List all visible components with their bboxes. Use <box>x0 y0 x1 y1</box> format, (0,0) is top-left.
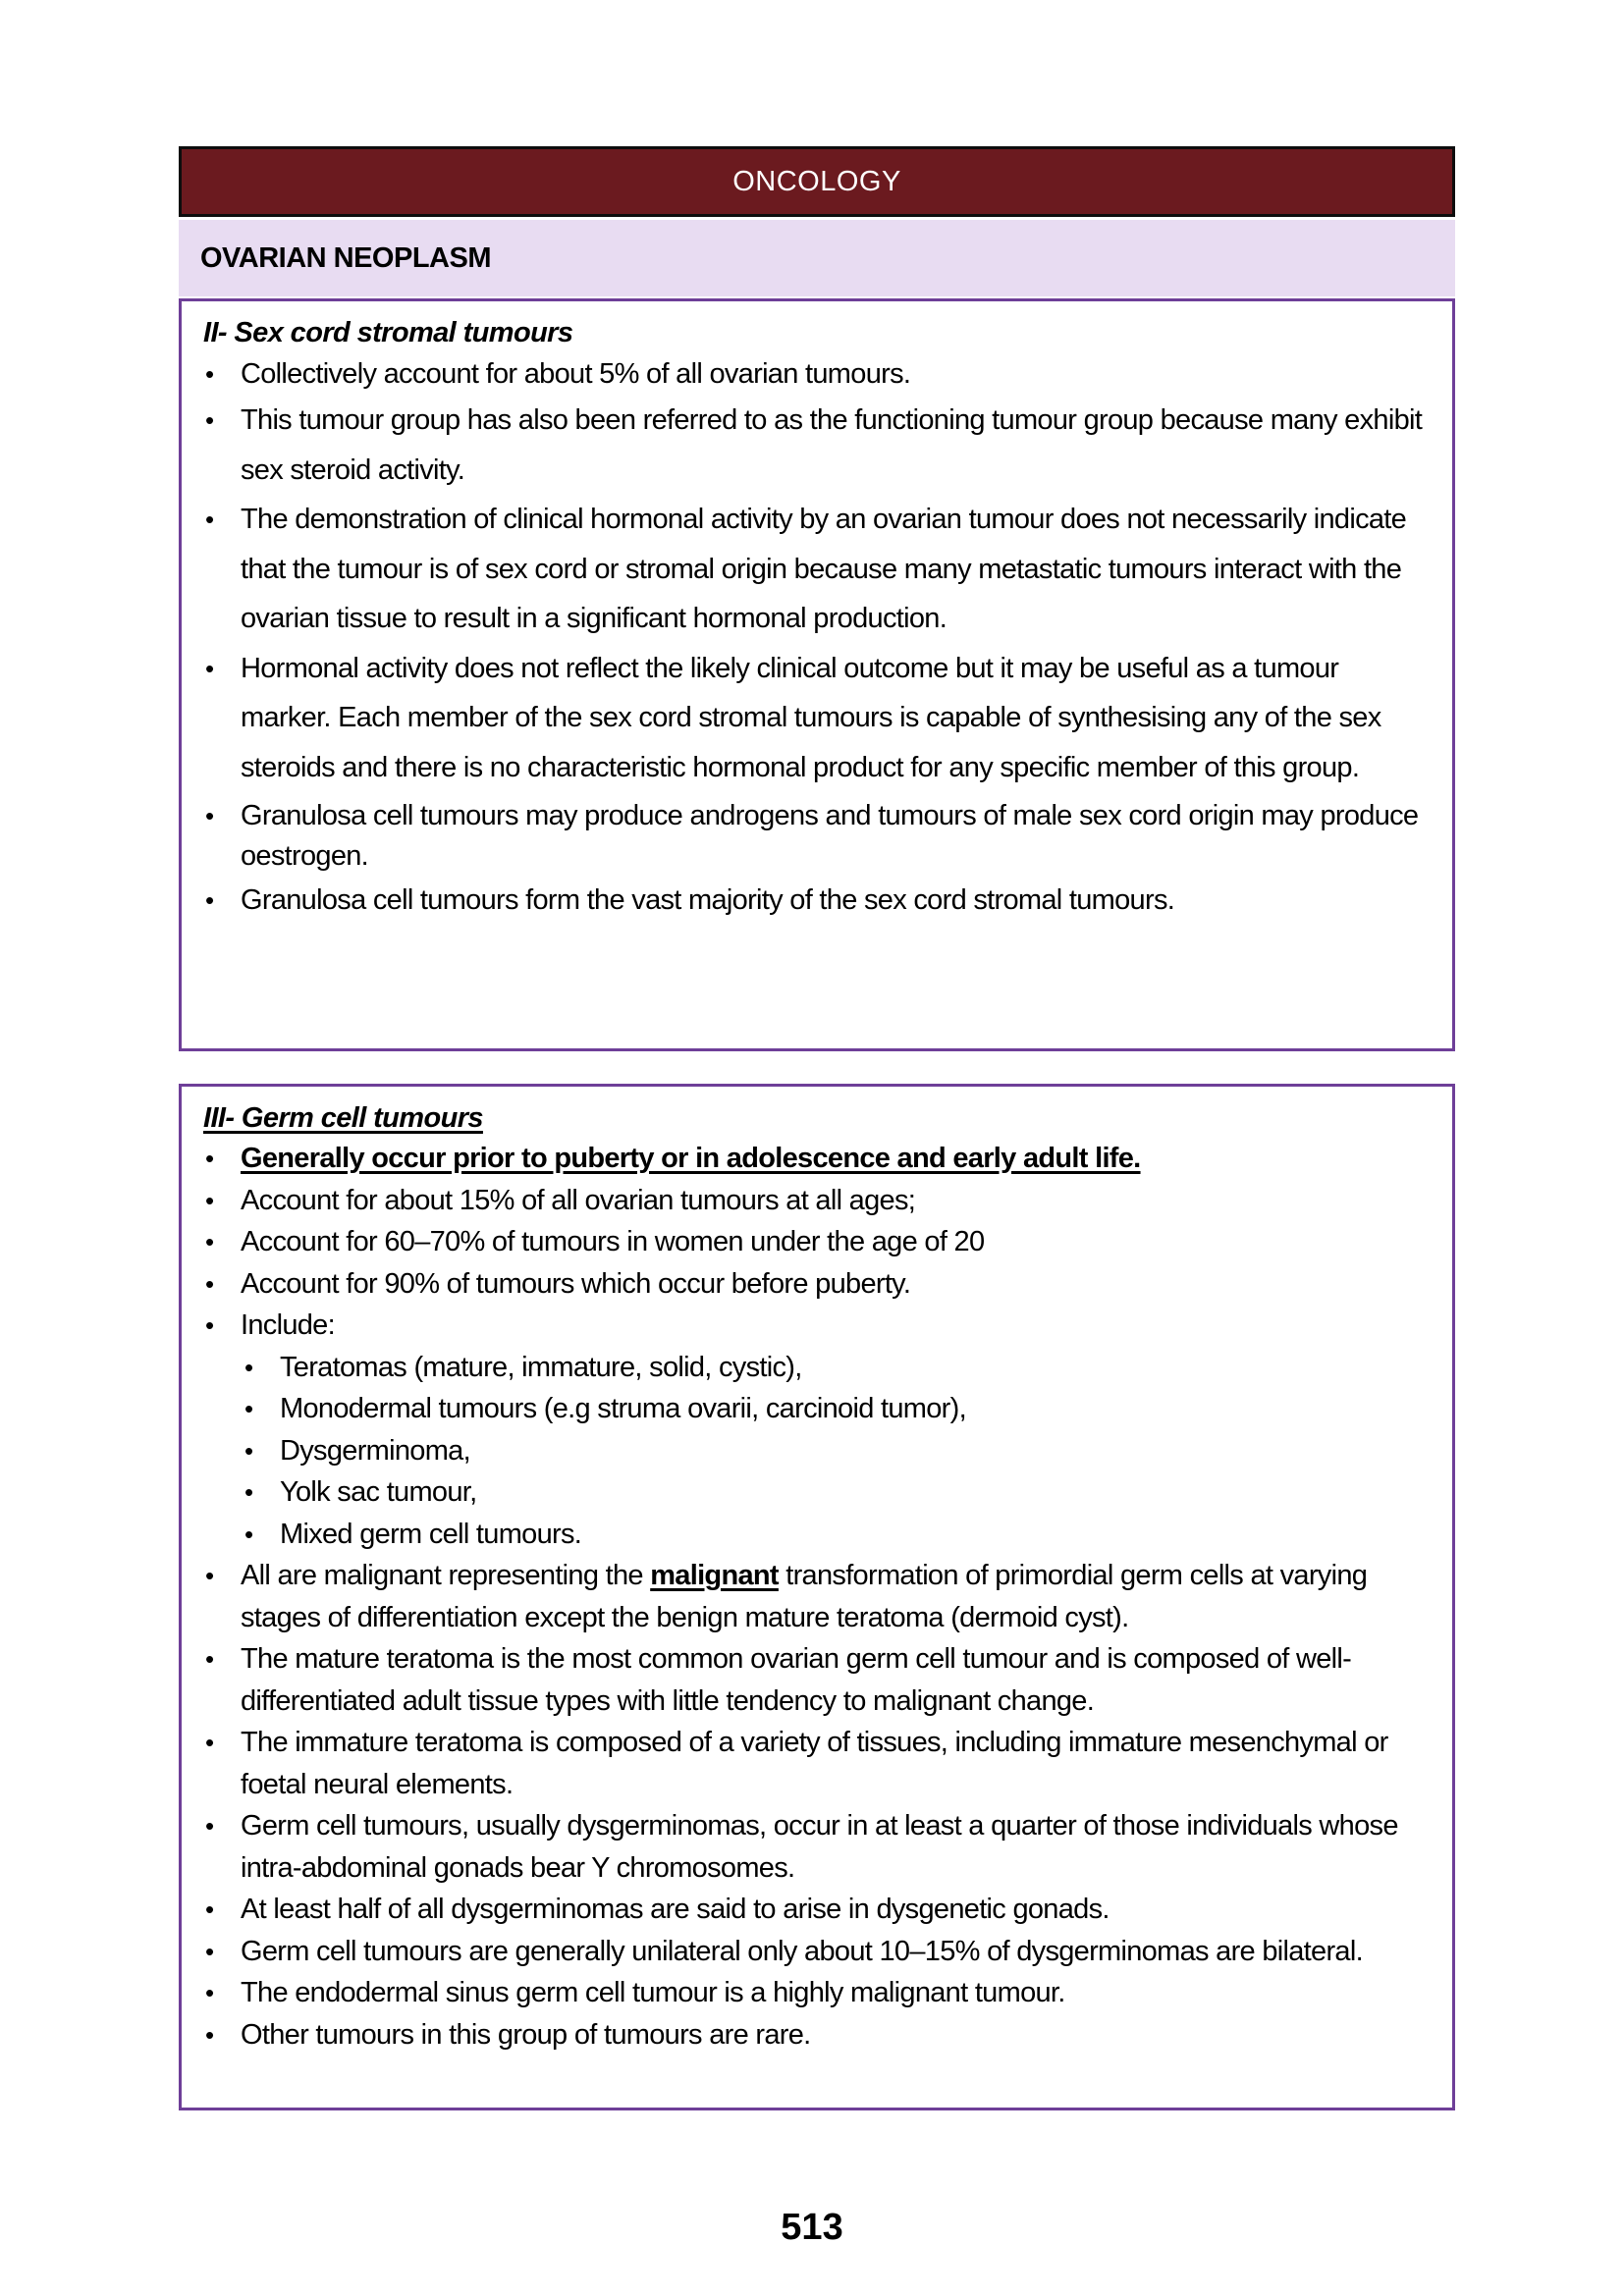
sublist-item: • Monodermal tumours (e.g struma ovarii, carcinoid tumor), <box>243 1388 1431 1430</box>
text: All are malignant representing the <box>241 1560 651 1591</box>
list-item <box>203 1555 1431 1638</box>
section-title: II- Sex cord stromal tumours <box>203 317 573 348</box>
sublist-item: • Mixed germ cell tumours. <box>243 1514 1431 1556</box>
emphasis-text: malignant <box>650 1560 779 1591</box>
list-item: • Account for 90% of tumours which occur before puberty. <box>203 1263 1431 1306</box>
list-item: • The immature teratoma is composed of a variety of tissues, including immature mesenchymal or foetal neural elements. <box>203 1722 1431 1805</box>
sex-cord-stromal-section <box>179 298 1455 1051</box>
bullet-list <box>203 1555 1431 2056</box>
list-item: • Germ cell tumours, usually dysgerminomas, occur in at least a quarter of those individuals whose intra-abdominal gonads bear Y chromosomes. <box>203 1805 1431 1889</box>
list-item: • Germ cell tumours are generally unilateral only about 10–15% of dysgerminomas are bilateral. <box>203 1931 1431 1973</box>
sublist-item: • Yolk sac tumour, <box>243 1471 1431 1514</box>
list-item: • The mature teratoma is the most common ovarian germ cell tumour and is composed of well-differentiated adult tissue types with little tendency to malignant change. <box>203 1638 1431 1722</box>
include-sublist <box>243 1347 1431 1556</box>
list-item: • Account for about 15% of all ovarian tumours at all ages; <box>203 1180 1431 1222</box>
list-item: • Granulosa cell tumours may produce androgens and tumours of male sex cord origin may produce oestrogen. <box>203 796 1431 877</box>
list-item: • Collectively account for about 5% of all ovarian tumours. <box>203 352 1431 396</box>
topic-header: OVARIAN NEOPLASM <box>179 220 1455 296</box>
list-item: • Hormonal activity does not reflect the likely clinical outcome but it may be useful as a tumour marker. Each member of the sex cord stromal tumours is capable of synthesising any of the sex steroids and there is no characteristic hormonal product for any specific member of this group. <box>203 644 1431 793</box>
list-item: • At least half of all dysgerminomas are said to arise in dysgenetic gonads. <box>203 1889 1431 1931</box>
sublist-item: • Teratomas (mature, immature, solid, cystic), <box>243 1347 1431 1389</box>
list-item: • Include: <box>203 1305 1431 1347</box>
list-item: • The demonstration of clinical hormonal activity by an ovarian tumour does not necessarily indicate that the tumour is of sex cord or stromal origin because many metastatic tumours interact with the ovarian tissue to result in a significant hormonal production. <box>203 495 1431 644</box>
list-item: • This tumour group has also been referred to as the functioning tumour group because many exhibit sex steroid activity. <box>203 396 1431 495</box>
sublist-item: • Dysgerminoma, <box>243 1430 1431 1472</box>
list-item: • Other tumours in this group of tumours are rare. <box>203 2014 1431 2056</box>
bullet-list <box>203 352 1431 921</box>
list-item: • The endodermal sinus germ cell tumour is a highly malignant tumour. <box>203 1972 1431 2014</box>
page-number: 513 <box>781 2207 843 2248</box>
chapter-header: ONCOLOGY <box>179 146 1455 217</box>
list-item: • Account for 60–70% of tumours in women under the age of 20 <box>203 1221 1431 1263</box>
highlight-text: Generally occur prior to puberty or in adolescence and early adult life. <box>241 1143 1141 1174</box>
list-item: • Granulosa cell tumours form the vast majority of the sex cord stromal tumours. <box>203 881 1431 921</box>
section-title: III- Germ cell tumours <box>203 1102 483 1134</box>
list-item-highlight <box>203 1138 1431 1180</box>
text: transformation of primordial germ cells at varying stages of differentiation except the benign mature teratoma (dermoid cyst). <box>241 1560 1368 1633</box>
bullet-list <box>203 1138 1431 1347</box>
germ-cell-section <box>179 1084 1455 2110</box>
